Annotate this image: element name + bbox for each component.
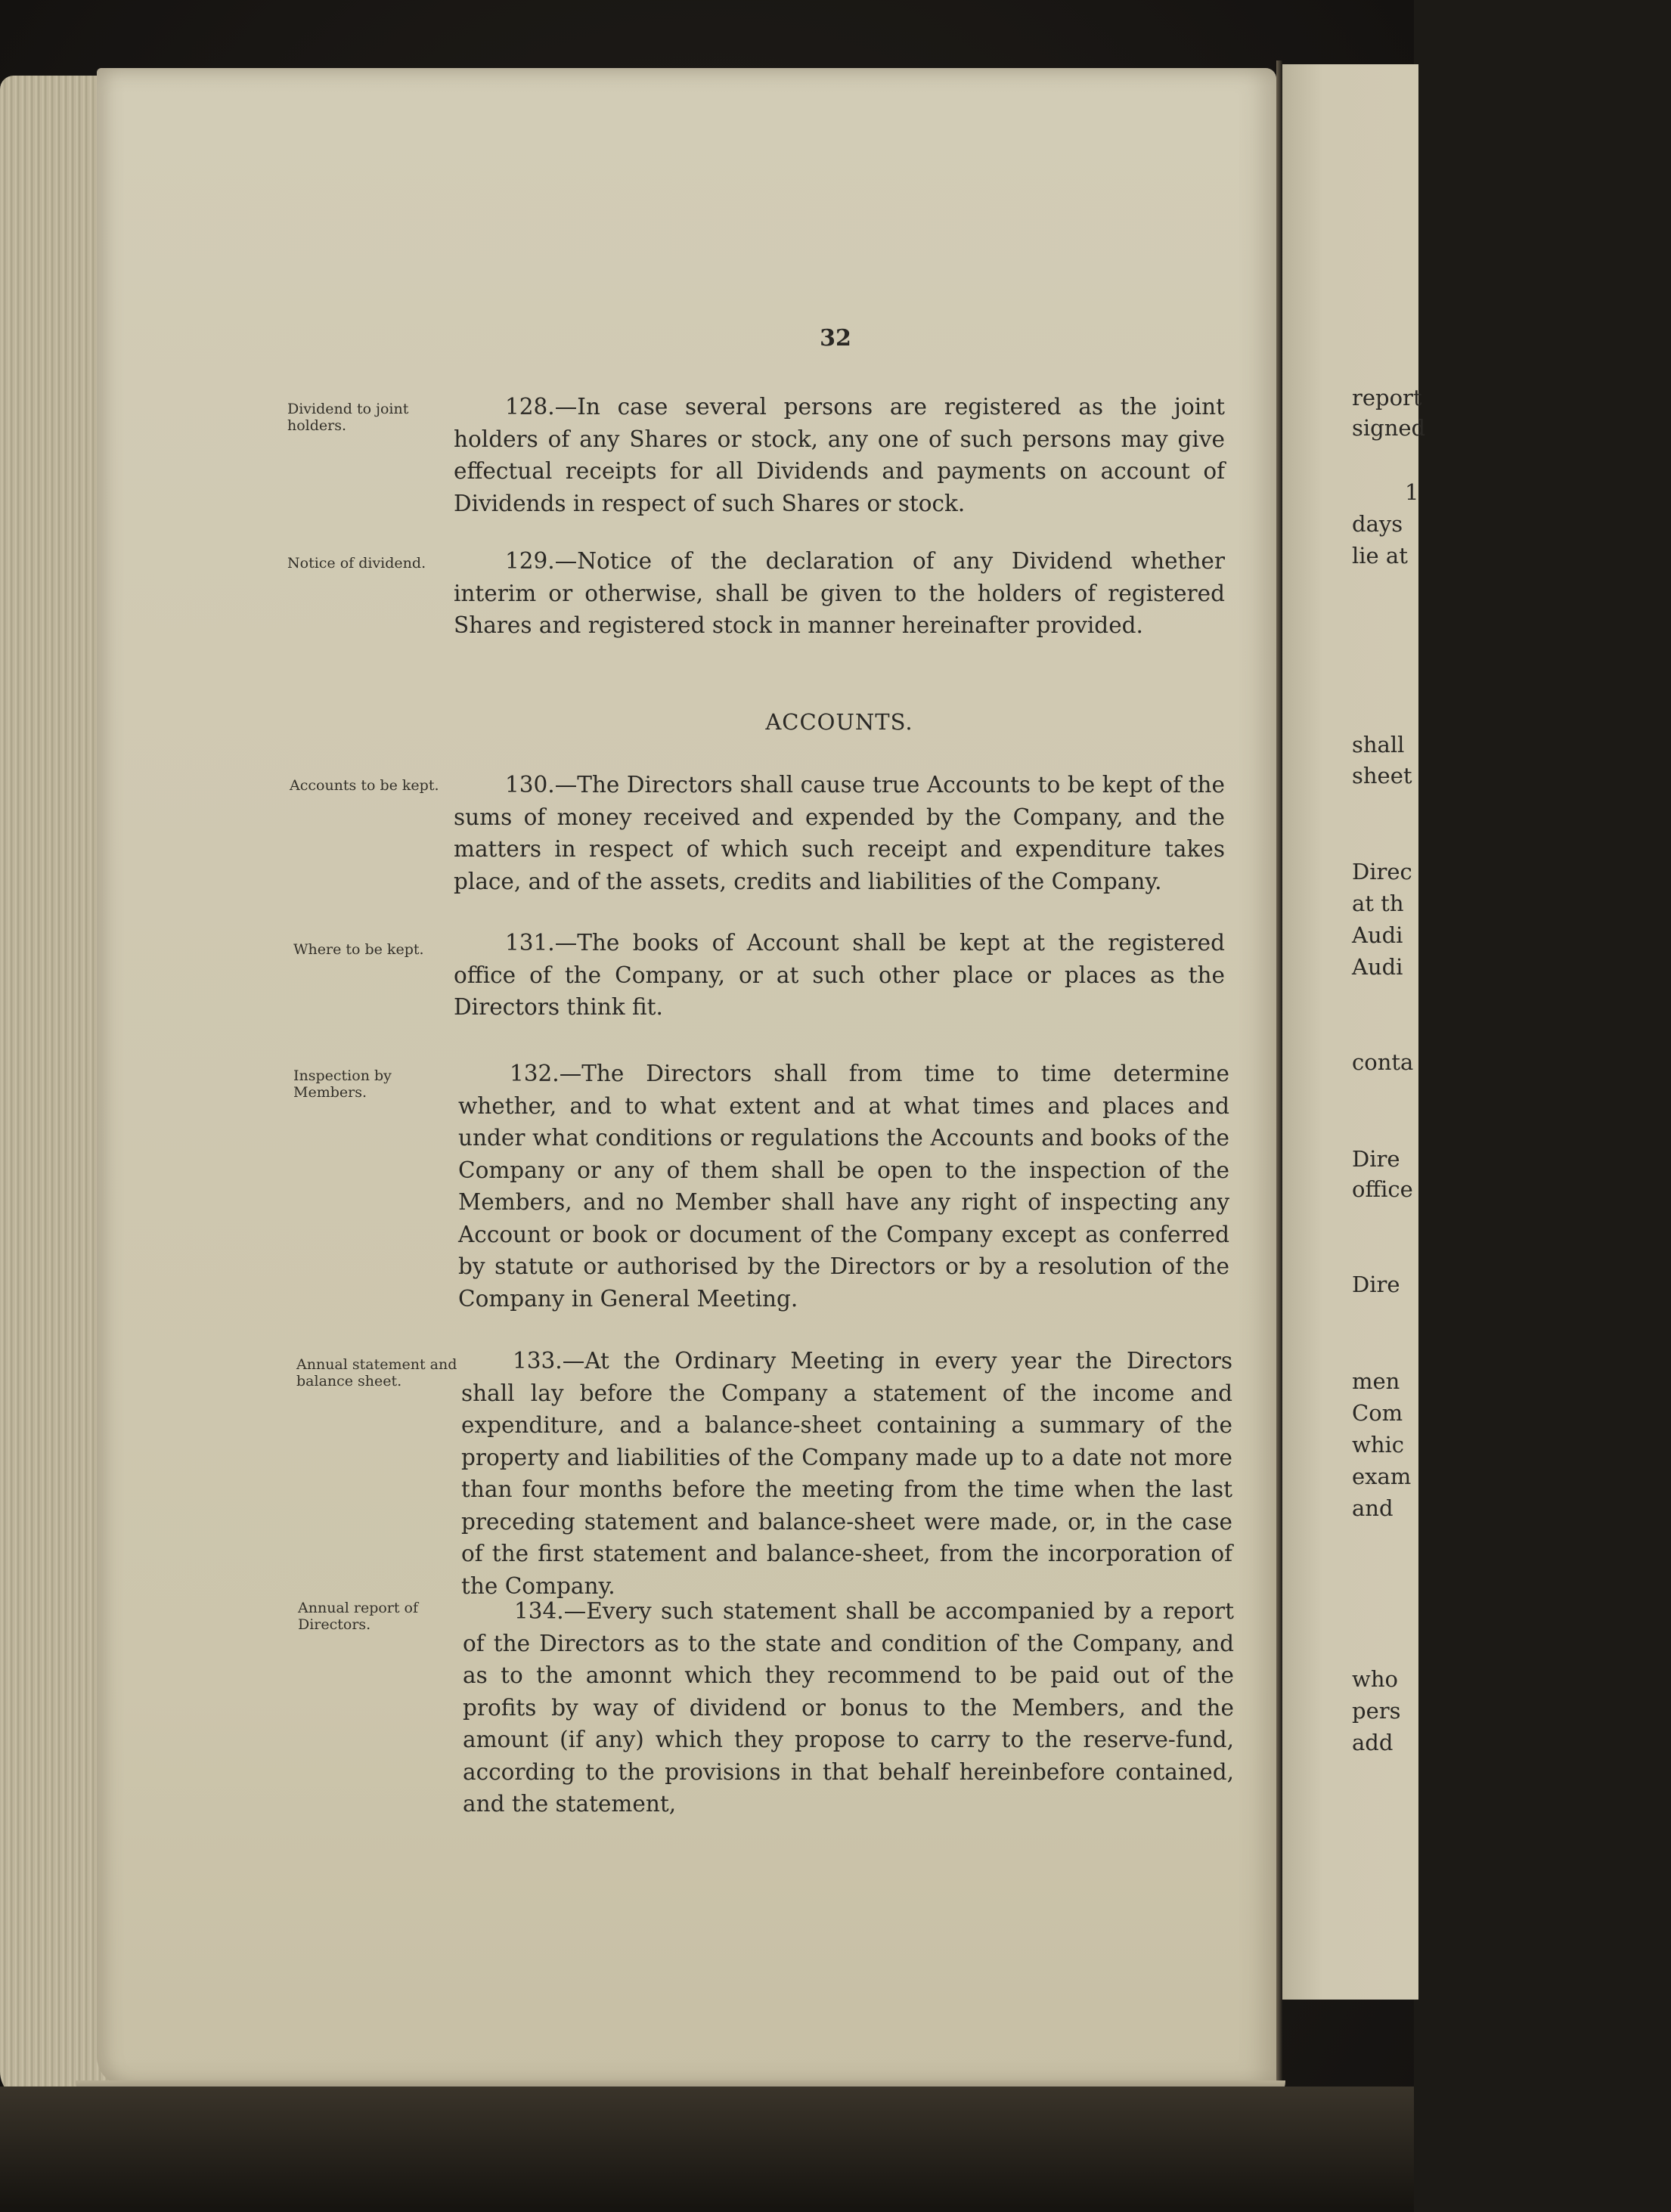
- article-text: —The books of Account shall be kept at the registered office of the Company, or at such other place or places as the Directors think fit.: [454, 930, 1225, 1020]
- facing-fragment: pers: [1352, 1698, 1401, 1724]
- article-131: [454, 927, 1225, 1024]
- facing-fragment: days: [1352, 511, 1403, 537]
- facing-fragment: exam: [1352, 1464, 1412, 1489]
- article-number: 134.: [514, 1598, 564, 1624]
- facing-fragment: who: [1352, 1666, 1398, 1692]
- facing-fragment: 1: [1405, 479, 1419, 505]
- article-text: —The Directors shall from time to time determine whether, and to what extent and at what times and places and under what conditions or regulations the Accounts and books of the Company or any of them shall be open to the inspection of the Members, and no Member shall have any right of inspecting any Account or book or document of the Company except as conferred by statute or authorised by the Directors or by a resolution of the Company in General Meeting.: [458, 1061, 1229, 1312]
- article-134: [463, 1595, 1234, 1820]
- facing-fragment: Dire: [1352, 1146, 1400, 1172]
- margin-note-131: Where to be kept.: [293, 941, 424, 958]
- article-128: [454, 391, 1225, 519]
- facing-fragment: add: [1352, 1730, 1394, 1755]
- margin-note-129: Notice of dividend.: [287, 555, 426, 572]
- facing-fragment: sheet: [1352, 763, 1412, 788]
- margin-note-128: Dividend to joint holders.: [287, 401, 409, 434]
- article-text: —In case several persons are registered as the joint holders of any Shares or stock, any one of such persons may give effectual receipts for all Dividends and payments on account of Dividends in respect of such Shares or stock.: [454, 394, 1225, 516]
- facing-fragment: office: [1352, 1176, 1413, 1202]
- facing-fragment: conta: [1352, 1049, 1414, 1075]
- bottom-shadow: [0, 2087, 1414, 2212]
- page-number: 32: [820, 325, 851, 352]
- facing-fragment: Dire: [1352, 1272, 1400, 1297]
- article-text: —At the Ordinary Meeting in every year the Directors shall lay before the Company a statement of the income and expenditure, and a balance-sheet containing a summary of the property and liabilities of the Company made up to a date not more than four months before the meeting from the time when the last preceding statement and balance-sheet were made, or, in the case of the first statement and balance-sheet, from the incorporation of the Company.: [461, 1348, 1232, 1599]
- facing-fragment: Direc: [1352, 859, 1412, 884]
- article-number: 132.: [510, 1061, 560, 1086]
- article-130: [454, 769, 1225, 897]
- margin-note-130: Accounts to be kept.: [290, 777, 439, 794]
- article-text: —Every such statement shall be accompanied by a report of the Directors as to the state and condition of the Company, and as to the amonnt which they recommend to be paid out of the profits by way of dividend or bonus to the Members, and the amount (if any) which they propose to carry to the reserve-fund, according to the provisions in that behalf hereinbefore contained, and the statement,: [463, 1598, 1234, 1817]
- margin-note-133: Annual statement and balance sheet.: [296, 1356, 457, 1389]
- article-text: —Notice of the declaration of any Dividend whether interim or otherwise, shall be given to the holders of registered Shares and registered stock in manner hereinafter provided.: [454, 548, 1225, 638]
- facing-fragment: report: [1352, 385, 1422, 410]
- book-gutter: [1276, 60, 1282, 2094]
- article-number: 131.: [505, 930, 555, 956]
- article-number: 128.: [505, 394, 555, 420]
- facing-fragment: Com: [1352, 1400, 1403, 1426]
- facing-fragment: and: [1352, 1495, 1394, 1521]
- facing-fragment: shall: [1352, 732, 1405, 757]
- facing-fragment: signed: [1352, 415, 1426, 441]
- article-number: 133.: [513, 1348, 563, 1374]
- article-number: 129.: [505, 548, 555, 574]
- facing-fragment: Audi: [1352, 922, 1403, 948]
- margin-note-134: Annual report of Directors.: [298, 1600, 419, 1633]
- article-number: 130.: [505, 772, 555, 798]
- facing-fragment: at th: [1352, 891, 1404, 916]
- facing-fragment: men: [1352, 1368, 1400, 1394]
- margin-note-132: Inspection by Members.: [293, 1067, 392, 1101]
- article-text: —The Directors shall cause true Accounts to be kept of the sums of money received and expended by the Company, and the matters in respect of which such receipt and expenditure takes place, and of the assets, credits and liabilities of the Company.: [454, 772, 1225, 894]
- section-heading: ACCOUNTS.: [765, 709, 913, 735]
- facing-fragment: whic: [1352, 1432, 1405, 1458]
- facing-fragment: lie at: [1352, 543, 1408, 568]
- facing-fragment: Audi: [1352, 954, 1403, 980]
- article-133: [461, 1345, 1232, 1602]
- article-129: [454, 545, 1225, 642]
- article-132: [458, 1058, 1229, 1315]
